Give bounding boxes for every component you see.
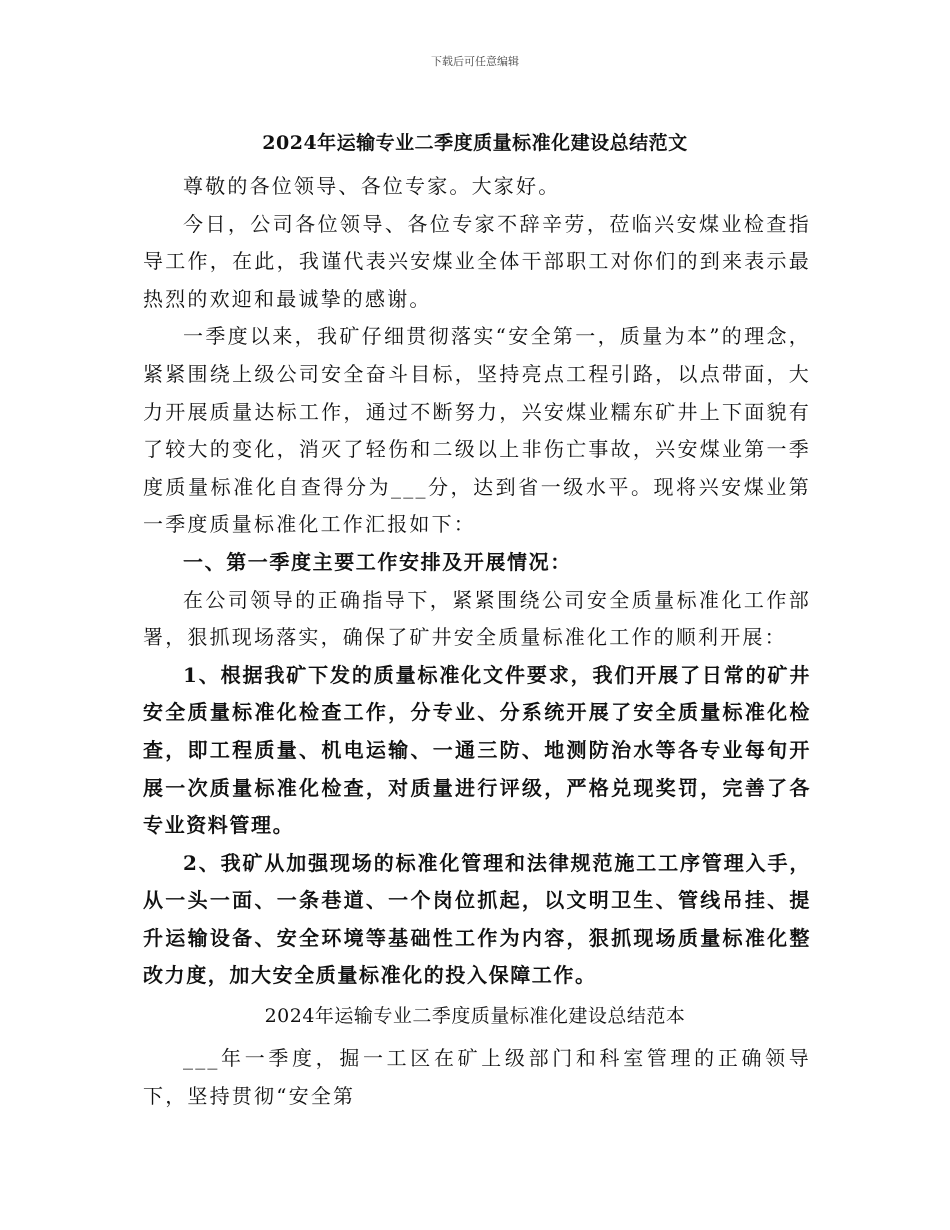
second-document-title: 2024年运输专业二季度质量标准化建设总结范本 [264,1005,686,1027]
main-body [143,168,811,995]
header-note: 下载后可任意编辑 [431,55,519,68]
overview-paragraph: 一季度以来，我矿仔细贯彻落实“安全第一，质量为本”的理念，紧紧围绕上级公司安全奋斗目标，坚持亮点工程引路，以点带面，大力开展质量达标工作，通过不断努力，兴安煤业糯东矿井上下面貌有了较大的变化，消灭了轻伤和二级以上非伤亡事故，兴安煤业第一季度质量标准化自查得分为___分，达到省一级水平。现将兴安煤业第一季度质量标准化工作汇报如下： [143,324,811,537]
item-2-paragraph: 2、我矿从加强现场的标准化管理和法律规范施工工序管理入手，从一头一面、一条巷道、一个岗位抓起，以文明卫生、管线吊挂、提升运输设备、安全环境等基础性工作为内容，狠抓现场质量标准化整改力度，加大安全质量标准化的投入保障工作。 [143,850,811,988]
item-1-paragraph: 1、根据我矿下发的质量标准化文件要求，我们开展了日常的矿井安全质量标准化检查工作，分专业、分系统开展了安全质量标准化检查，即工程质量、机电运输、一通三防、地测防治水等各专业每旬开展一次质量标准化检查，对质量进行评级，严格兑现奖罚，完善了各专业资料管理。 [143,662,811,838]
second-body [143,1040,811,1115]
document-title: 2024年运输专业二季度质量标准化建设总结范文 [262,132,688,154]
intro-paragraph: 在公司领导的正确指导下，紧紧围绕公司安全质量标准化工作部署，狠抓现场落实，确保了矿井安全质量标准化工作的顺利开展： [143,587,811,650]
section-heading: 一、第一季度主要工作安排及开展情况： [183,549,572,574]
second-intro-paragraph: ___年一季度，掘一工区在矿上级部门和科室管理的正确领导下，坚持贯彻“安全第 [143,1046,811,1108]
greeting-paragraph: 尊敬的各位领导、各位专家。大家好。 [183,174,561,198]
welcome-paragraph: 今日，公司各位领导、各位专家不辞辛劳，莅临兴安煤业检查指导工作，在此，我谨代表兴安煤业全体干部职工对你们的到来表示最热烈的欢迎和最诚挚的感谢。 [143,211,811,311]
